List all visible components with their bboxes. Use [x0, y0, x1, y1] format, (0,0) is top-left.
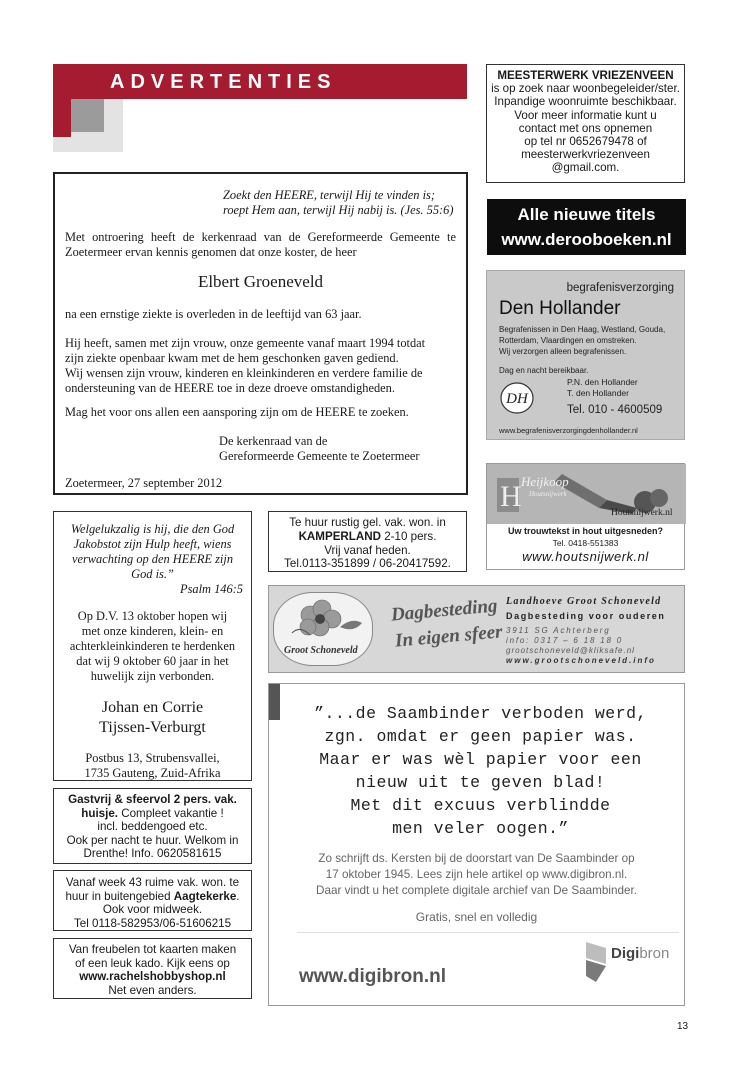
divider: [297, 932, 679, 933]
svg-text:H: H: [500, 480, 522, 513]
ad-digibron: ”...de Saambinder verboden werd, zgn. omdat er geen papier was. Maar er was wèl papier voor een nieuw uit te geven blad! Met dit excuus verblindde men veler oogen.” Zo schrijft ds. Kersten bij de doorstart van De Saambinder op 17 oktober 1945. Lees zijn hele artikel op www.digibron.nl. Daar vindt u het complete digitale archief van De Saambinder. Gratis, snel en volledig Digibron www.digibron.nl: [268, 683, 685, 1006]
digibron-quote: ”...de Saambinder verboden werd, zgn. omdat er geen papier was. Maar er was wèl papier voor een nieuw uit te geven blad! Met dit excuus verblindde men veler oogen.”: [314, 704, 647, 838]
ad-aagtekerke: Vanaf week 43 ruime vak. won. te huur in buitengebied Aagtekerke. Ook voor midweek. Tel 0118-582953/06-51606215: [53, 870, 252, 931]
obituary-signature: De kerkenraad van de Gereformeerde Gemeente te Zoetermeer: [219, 434, 420, 463]
tijssen-names: Johan en Corrie Tijssen-Verburgt: [99, 699, 206, 736]
digibron-mark-icon: [584, 938, 608, 984]
obituary-para1: Hij heeft, samen met zijn vrouw, onze gemeente vanaf maart 1994 totdat zijn ziekte openbaar kwam met de hem geschonken gaven gediend. Wij wensen zijn vrouw, kinderen en kleinkinderen en verdere familie de ondersteuning van de HEERE toe in deze droeve omstandigheden.: [65, 336, 426, 395]
houtsnijwerk-logo: H Heijkoop Houtsnijwerk Houtsnijwerk.nl: [487, 464, 686, 524]
ad-houtsnijwerk: H Heijkoop Houtsnijwerk Houtsnijwerk.nl Uw trouwtekst in hout uitgesneden? Tel. 0418-551383 www.houtsnijwerk.nl: [486, 463, 685, 570]
ad-gastvrij-drenthe: Gastvrij & sfeervol 2 pers. vak. huisje. Compleet vakantie ! incl. beddengoed etc. Ook per nacht te huur. Welkom in Drenthe! Info. 0620581615: [53, 788, 252, 864]
obituary-notice: [53, 172, 468, 495]
den-hollander-logo: [500, 381, 534, 415]
ad-kamperland: Te huur rustig gel. vak. won. in KAMPERLAND 2-10 pers. Vrij vanaf heden. Tel.0113-351899 / 06-20417592.: [268, 511, 467, 572]
digibron-url: www.digibron.nl: [299, 966, 447, 987]
obituary-closing: Mag het voor ons allen een aansporing zijn om de HEERE te zoeken.: [65, 405, 409, 419]
quote-bar: [269, 684, 280, 720]
svg-text:DH: DH: [506, 391, 528, 407]
ad-meesterwerk: MEESTERWERK VRIEZENVEEN is op zoek naar woonbegeleider/ster. Inpandige woonruimte beschikbaar. Voor meer informatie kunt u contact met ons opnemen op tel nr 0652679478 of meesterwerkvriezenveen @gmail.com.: [486, 64, 685, 183]
digibron-text: Zo schrijft ds. Kersten bij de doorstart van De Saambinder op 17 oktober 1945. Lees zijn hele artikel op www.digibron.nl. Daar vindt u het complete digitale archief van De Saambinder.: [316, 852, 637, 897]
page-number: 13: [677, 1021, 689, 1032]
flower-badge: Groot Schoneveld: [273, 592, 373, 666]
tijssen-text: Op D.V. 13 oktober hopen wij met onze kinderen, klein- en achterkleinkinderen te herdenken dat wij 9 oktober 60 jaar in het huwelijk zijn verbonden.: [69, 609, 236, 683]
obituary-place-date: Zoetermeer, 27 september 2012: [65, 476, 223, 490]
header-red-stub: [53, 99, 71, 137]
obituary-death-line: na een ernstige ziekte is overleden in de leeftijd van 63 jaar.: [65, 307, 362, 321]
obituary-verse: Zoekt den HEERE, terwijl Hij te vinden is; roept Hem aan, terwijl Hij nabij is. (Jes. 55:6): [223, 188, 454, 217]
tijssen-verse: Welgelukzalig is hij, die den God Jakobstot zijn Hulp heeft, wiens verwachting op den HEERE zijn God is.” Psalm 146:5: [70, 522, 243, 596]
digibron-logo-icon: [584, 938, 608, 984]
obituary-intro: Met ontroering heeft de kerkenraad van de Gereformeerde Gemeente te Zoetermeer ervan kennis genomen dat onze koster, de heer: [65, 230, 456, 259]
digibron-brand: Digibron: [611, 945, 670, 962]
ad-tijssen-anniversary: [53, 511, 252, 781]
tijssen-address: Postbus 13, Strubensvallei, 1735 Gauteng, Zuid-Afrika: [84, 751, 221, 780]
flower-icon: [280, 597, 368, 647]
ad-rachels-hobbyshop: Van freubelen tot kaarten maken of een leuk kado. Kijk eens op www.rachelshobbyshop.nl Net even anders.: [53, 938, 252, 999]
monogram-icon: [500, 381, 534, 415]
ad-den-hollander: begrafenisverzorging Den Hollander Begrafenissen in Den Haag, Westland, Gouda, Rotterdam, Vlaardingen en omstreken. Wij verzorgen alleen begrafenissen. Dag en nacht bereikbaar. DH P.N. den Hollander T. den Hollander Tel. 010 - 4600509 www.begrafenisverzorgingdenhollander.nl: [486, 270, 685, 440]
section-title: ADVERTENTIES: [110, 71, 337, 93]
header-gray-square: [71, 99, 104, 132]
ad-derooboeken: Alle nieuwe titels www.derooboeken.nl: [487, 199, 686, 255]
ad-groot-schoneveld: Groot Schoneveld Dagbesteding In eigen sfeer Landhoeve Groot Schoneveld Dagbesteding voor ouderen 3911 SG Achterberg info: 0317 – 6 18 18 0 grootschoneveld@kliksafe.nl www.grootschoneveld.info: [268, 585, 685, 673]
obituary-name: Elbert Groeneveld: [197, 272, 324, 291]
